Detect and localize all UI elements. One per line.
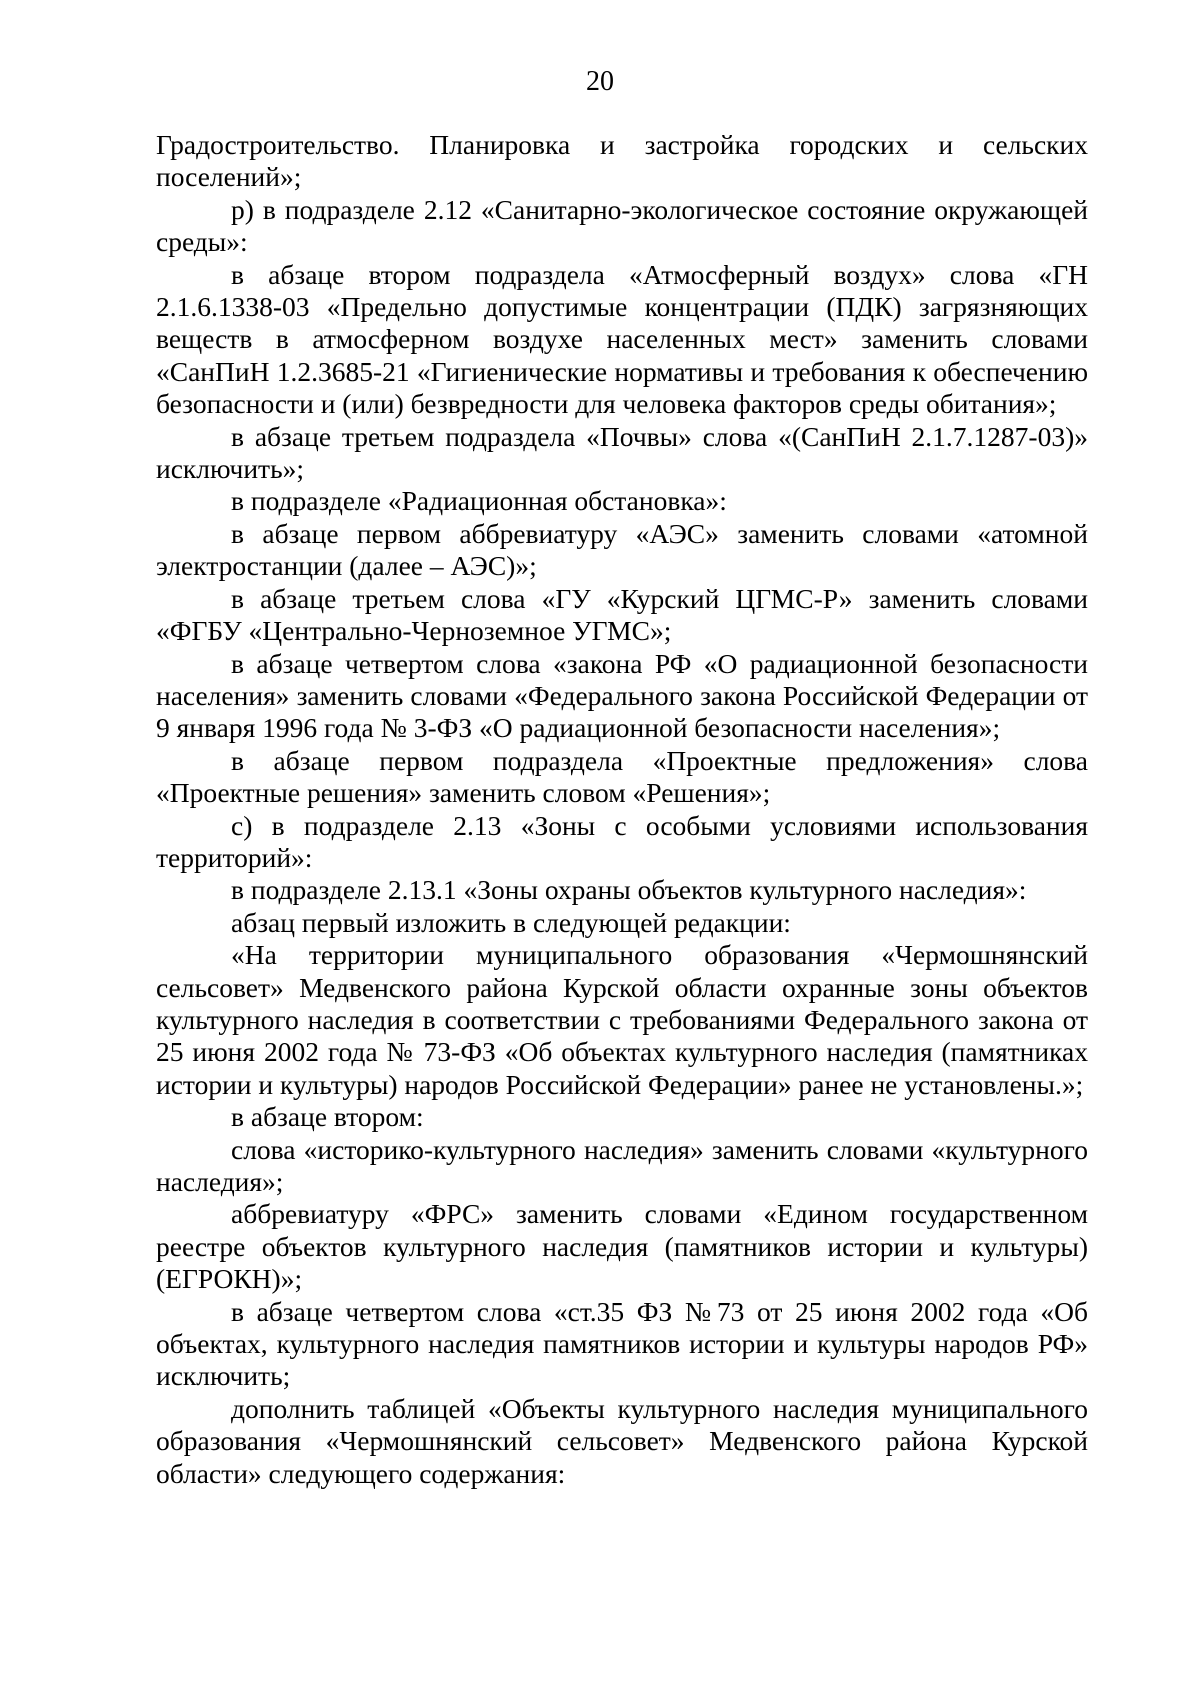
paragraph: в подразделе 2.13.1 «Зоны охраны объектов культурного наследия»: xyxy=(231,874,1027,906)
paragraph: в подразделе «Радиационная обстановка»: xyxy=(231,485,727,517)
paragraph: в абзаце первом аббревиатуру «АЭС» заменить словами «атомной электростанции (далее – АЭС)»; xyxy=(156,517,1088,582)
paragraph: «На территории муниципального образования «Чермошнянский сельсовет» Медвенского района Курской области охранные зоны объектов культурного наследия в соответствии с требованиями Федерального закона от 25 июня 2002 года № 73-ФЗ «Об объектах культурного наследия (памятниках истории и культуры) народов Российской Федерации» ранее не установлены.»; xyxy=(156,939,1088,1100)
paragraph: в абзаце втором подраздела «Атмосферный воздух» слова «ГН 2.1.6.1338-03 «Предельно допустимые концентрации (ПДК) загрязняющих веществ в атмосферном воздухе населенных мест» заменить словами «СанПиН 1.2.3685-21 «Гигиенические нормативы и требования к обеспечению безопасности и (или) безвредности для человека факторов среды обитания»; xyxy=(156,258,1088,420)
document-body xyxy=(156,129,1088,1490)
page-number: 20 xyxy=(586,66,614,97)
paragraph: дополнить таблицей «Объекты культурного наследия муниципального образования «Чермошнянский сельсовет» Медвенского района Курской области» следующего содержания: xyxy=(156,1392,1088,1489)
paragraph: р) в подразделе 2.12 «Санитарно-экологическое состояние окружающей среды»: xyxy=(156,193,1088,258)
paragraph: слова «историко-культурного наследия» заменить словами «культурного наследия»; xyxy=(156,1133,1088,1197)
paragraph: в абзаце третьем подраздела «Почвы» слова «(СанПиН 2.1.7.1287-03)» исключить»; xyxy=(156,420,1088,485)
paragraph: Градостроительство. Планировка и застройка городских и сельских поселений»; xyxy=(156,129,1088,193)
paragraph: в абзаце втором: xyxy=(231,1101,424,1133)
paragraph: в абзаце первом подраздела «Проектные предложения» слова «Проектные решения» заменить словом «Решения»; xyxy=(156,744,1088,809)
paragraph: в абзаце третьем слова «ГУ «Курский ЦГМС-Р» заменить словами «ФГБУ «Центрально-Черноземное УГМС»; xyxy=(156,582,1088,647)
paragraph: с) в подразделе 2.13 «Зоны с особыми условиями использования территорий»: xyxy=(156,809,1088,873)
paragraph: абзац первый изложить в следующей редакции: xyxy=(231,906,791,938)
paragraph: в абзаце четвертом слова «ст.35 ФЗ №73 от 25 июня 2002 года «Об объектах, культурного наследия памятников истории и культуры народов РФ» исключить; xyxy=(156,1295,1088,1392)
paragraph: аббревиатуру «ФРС» заменить словами «Едином государственном реестре объектов культурного наследия (памятников истории и культуры) (ЕГРОКН)»; xyxy=(156,1198,1088,1295)
paragraph: в абзаце четвертом слова «закона РФ «О радиационной безопасности населения» заменить словами «Федерального закона Российской Федерации от 9 января 1996 года № 3-ФЗ «О радиационной безопасности населения»; xyxy=(156,647,1088,744)
